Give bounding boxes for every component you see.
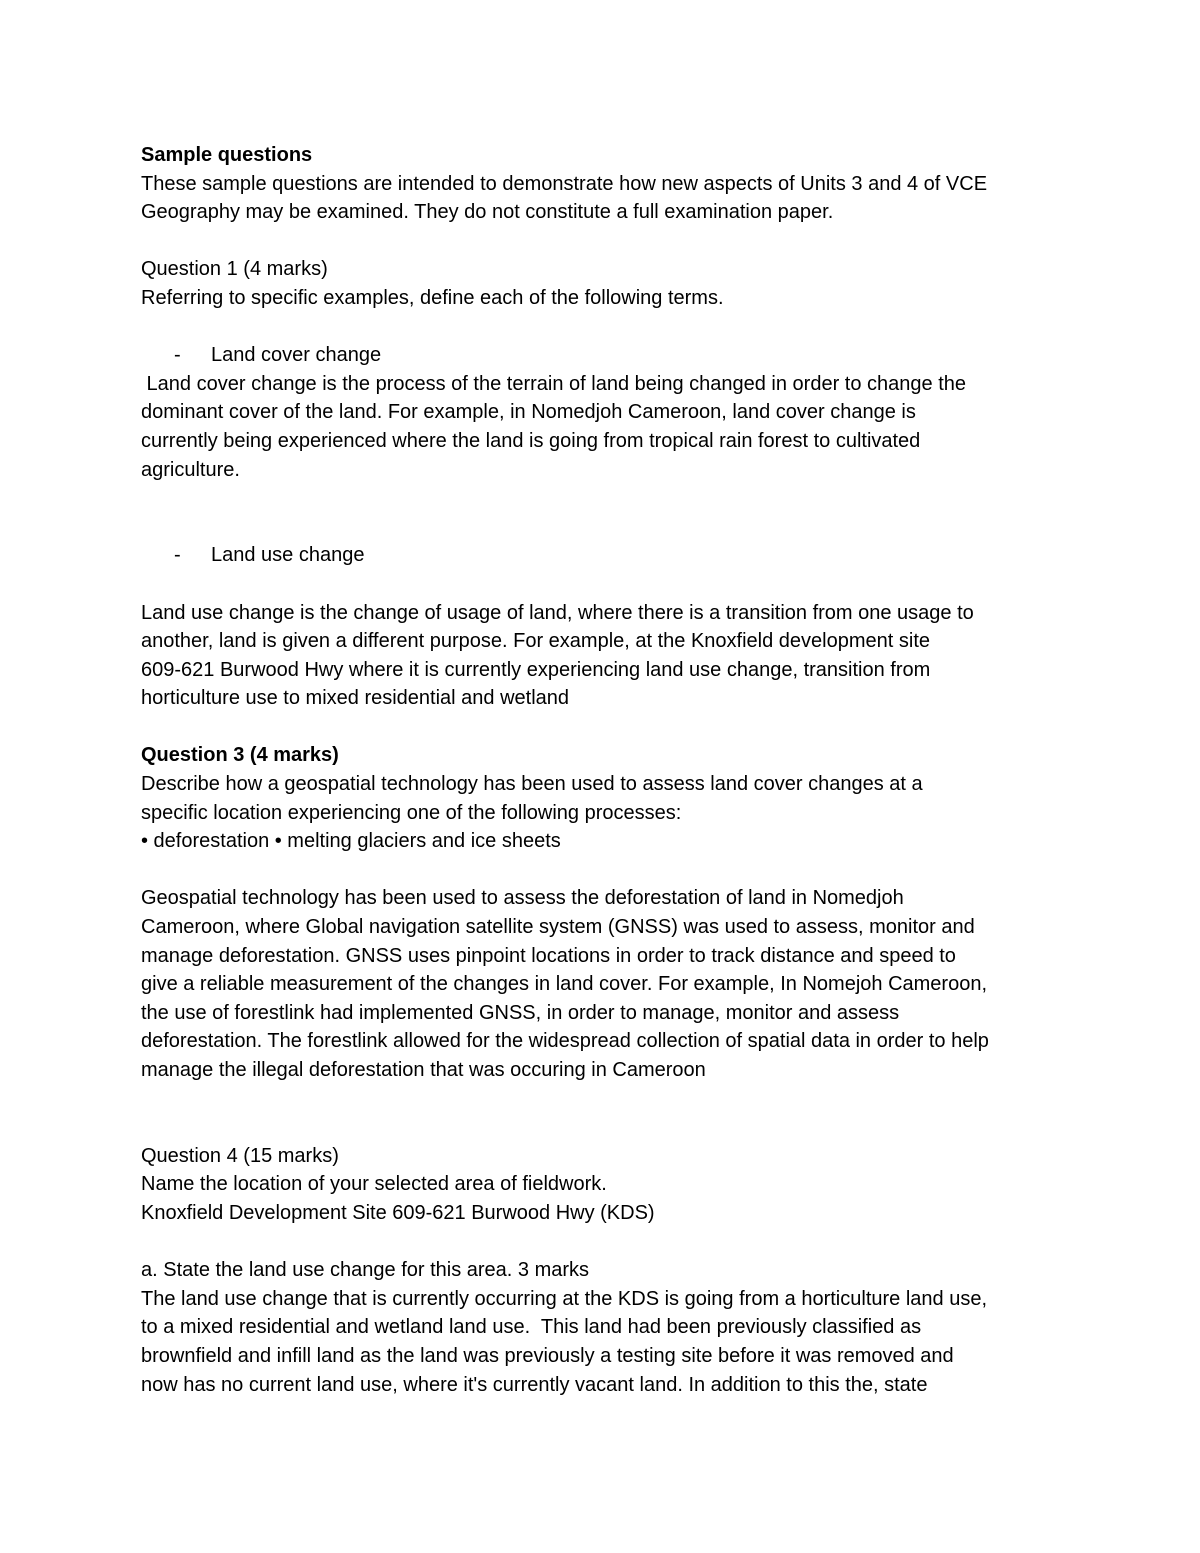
answer-line: another, land is given a different purpose. For example, at the Knoxfield development site [141,630,931,653]
question-3-prompt-line: • deforestation • melting glaciers and ice sheets [141,830,561,853]
document-body [141,141,1066,1399]
intro-line: These sample questions are intended to demonstrate how new aspects of Units 3 and 4 of VCE [141,172,988,195]
term-label: Land cover change [211,344,382,367]
answer-line: horticulture use to mixed residential and wetland [141,687,570,710]
answer-line: manage deforestation. GNSS uses pinpoint locations in order to track distance and speed to [141,944,956,967]
answer-line: brownfield and infill land as the land was previously a testing site before it was removed and [141,1344,954,1367]
term-label: Land use change [211,544,365,567]
answer-line: to a mixed residential and wetland land use. This land had been previously classified as [141,1316,922,1339]
spacer [141,713,1066,742]
term-land-cover-change [141,341,1066,370]
answer-line: give a reliable measurement of the changes in land cover. For example, In Nomejoh Cameroon, [141,973,988,996]
intro-line: Geography may be examined. They do not constitute a full examination paper. [141,201,834,224]
answer-line: deforestation. The forestlink allowed for the widespread collection of spatial data in order to help [141,1030,989,1053]
spacer [141,313,1066,342]
answer-line: Land cover change is the process of the terrain of land being changed in order to change the [141,372,966,395]
question-4-location: Knoxfield Development Site 609-621 Burwood Hwy (KDS) [141,1201,655,1224]
question-3-prompt-line: specific location experiencing one of the following processes: [141,801,682,824]
document-heading: Sample questions [141,144,313,166]
question-1-prompt: Referring to specific examples, define each of the following terms. [141,286,724,309]
answer-line: the use of forestlink had implemented GNSS, in order to manage, monitor and assess [141,1001,900,1024]
question-4-prompt: Name the location of your selected area of fieldwork. [141,1173,607,1196]
dash-marker: - [174,544,181,567]
question-4-title: Question 4 (15 marks) [141,1144,339,1167]
answer-line: Land use change is the change of usage of land, where there is a transition from one usage to [141,601,974,624]
answer-line: currently being experienced where the land is going from tropical rain forest to cultivated [141,429,921,452]
answer-line: Geospatial technology has been used to assess the deforestation of land in Nomedjoh [141,887,904,910]
spacer [141,1228,1066,1257]
spacer [141,227,1066,256]
answer-line: now has no current land use, where it's currently vacant land. In addition to this the, state [141,1373,928,1396]
spacer [141,1085,1066,1142]
answer-line: dominant cover of the land. For example, in Nomedjoh Cameroon, land cover change is [141,401,916,424]
answer-line: Cameroon, where Global navigation satellite system (GNSS) was used to assess, monitor and [141,916,975,939]
answer-line: The land use change that is currently occurring at the KDS is going from a horticulture land use, [141,1287,988,1310]
question-3-title: Question 3 (4 marks) [141,744,339,767]
question-3-prompt-line: Describe how a geospatial technology has been used to assess land cover changes at a [141,773,923,796]
question-1-title: Question 1 (4 marks) [141,258,328,281]
answer-line: 609-621 Burwood Hwy where it is currently experiencing land use change, transition from [141,658,931,681]
spacer [141,856,1066,885]
spacer [141,484,1066,541]
question-4a-prompt: a. State the land use change for this area. 3 marks [141,1259,590,1282]
spacer [141,570,1066,599]
answer-line: manage the illegal deforestation that was occuring in Cameroon [141,1059,706,1081]
answer-line: agriculture. [141,458,240,481]
dash-marker: - [174,344,181,367]
term-land-use-change [141,541,1066,570]
